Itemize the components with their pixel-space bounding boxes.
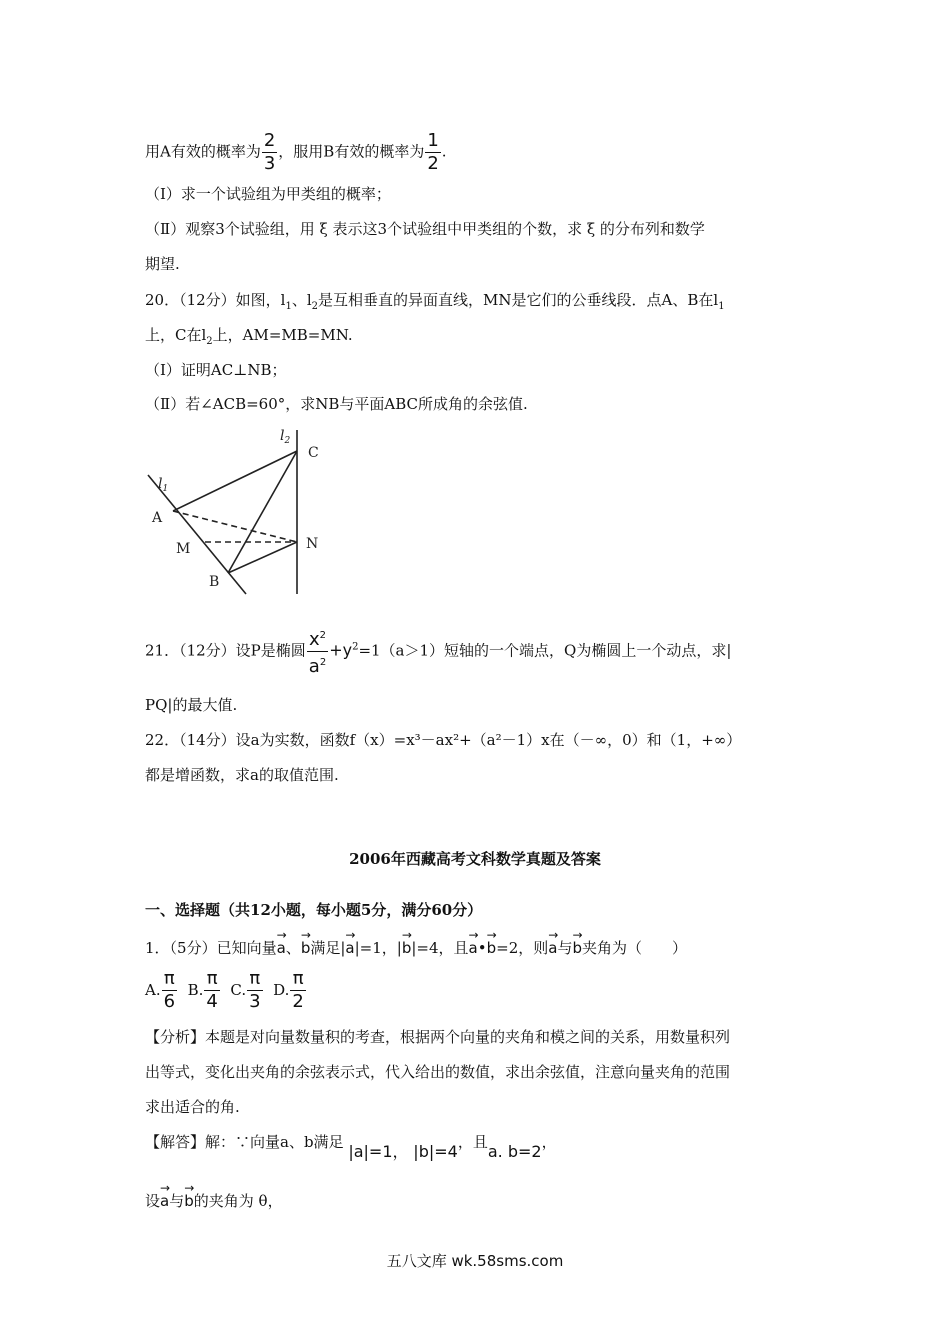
label-C: C <box>308 445 319 461</box>
text: 用A有效的概率为 <box>145 142 261 161</box>
options-row <box>145 968 307 1013</box>
segment-BC <box>228 451 297 573</box>
text: 的夹角为 θ， <box>193 1192 283 1210</box>
q19-part2-line2: 期望. <box>145 255 180 273</box>
segment-AN <box>173 511 297 542</box>
q20-line2 <box>145 325 353 352</box>
q21-line1 <box>145 625 731 678</box>
exponent: 2 <box>352 641 359 653</box>
label-l2: $l_2$ <box>280 428 291 446</box>
text: 、l <box>291 291 312 309</box>
denominator: $a^2$ <box>308 656 327 677</box>
text: 21．（12分）设P是椭圆 <box>145 641 306 660</box>
analysis-line1: 【分析】本题是对向量数量积的考查，根据两个向量的夹角和模之间的关系，用数量积列 <box>145 1028 731 1046</box>
subscript: 1 <box>718 301 725 312</box>
q21-line2: PQ|的最大值. <box>145 696 238 714</box>
fraction <box>307 625 328 678</box>
text: 上，AM=MB=MN. <box>212 326 353 344</box>
denominator: 2 <box>427 153 439 174</box>
text: ，且 <box>457 1133 488 1151</box>
q20-part1: （Ⅰ）证明AC⊥NB； <box>145 361 287 379</box>
vector-b: → b <box>487 932 497 958</box>
vector-b: → b <box>184 1185 194 1211</box>
text: |=1，| <box>354 939 402 957</box>
text: 设 <box>145 1192 161 1210</box>
q22-line1: 22．（14分）设a为实数，函数f（x）=x³－ax²+（a²－1）x在（－∞，0）和（1，+∞） <box>145 731 742 749</box>
q22-line2: 都是增函数，求a的取值范围. <box>145 766 339 784</box>
fraction <box>262 130 277 175</box>
part-heading: 一、选择题（共12小题，每小题5分，满分60分） <box>145 901 483 919</box>
solution-line1 <box>145 1132 557 1161</box>
numerator: 2 <box>263 130 276 151</box>
subscript: 1 <box>285 301 292 312</box>
fraction <box>425 130 440 175</box>
text: =2，则 <box>496 939 549 957</box>
text: ， <box>541 1133 557 1151</box>
text: 满足| <box>310 939 346 957</box>
text: 【解答】解：∵向量a、b满足 <box>145 1133 344 1151</box>
text: 与 <box>557 939 573 957</box>
vector-b: → b <box>572 932 582 958</box>
text: 、 <box>285 939 301 957</box>
math-norm-a: |a|=1， <box>348 1142 409 1161</box>
text: 是互相垂直的异面直线，MN是它们的公垂线段．点A、B在l <box>318 291 719 309</box>
text: 1．（5分）已知向量 <box>145 939 277 957</box>
vector-a: → a <box>345 932 354 958</box>
vector-a: → a <box>277 932 286 958</box>
numerator: 1 <box>427 130 439 151</box>
option-a[interactable]: A. $\frac{\pi}{6}$ <box>145 968 176 1012</box>
option-d[interactable]: D. $\frac{\pi}{2}$ <box>273 968 304 1012</box>
option-b[interactable]: B. $\frac{\pi}{4}$ <box>187 968 218 1012</box>
section-title: 2006年西藏高考文科数学真题及答案 <box>349 850 601 868</box>
segment-AC <box>173 451 297 511</box>
numerator: $x^2$ <box>307 625 328 652</box>
denominator: 3 <box>263 153 276 174</box>
text: +y <box>329 640 353 660</box>
label-M: M <box>176 541 191 557</box>
option-c[interactable]: C. $\frac{\pi}{3}$ <box>230 968 261 1012</box>
q20-part2: （Ⅱ）若∠ACB=60°，求NB与平面ABC所成角的余弦值. <box>145 395 528 413</box>
text: 20．（12分）如图，l <box>145 291 286 309</box>
q19-tail-line <box>145 130 447 175</box>
math-dot-product: a. b=2 <box>487 1142 542 1161</box>
vector-a: → a <box>160 1185 169 1211</box>
label-l1: $l_1$ <box>158 476 169 494</box>
text: 夹角为（ ） <box>582 939 688 957</box>
text: =1（a＞1）短轴的一个端点，Q为椭圆上一个动点，求| <box>358 641 732 660</box>
q1-line <box>145 932 687 958</box>
label-A: A <box>152 510 163 526</box>
q19-part2-line1: （Ⅱ）观察3个试验组，用 ξ 表示这3个试验组中甲类组的个数，求 ξ 的分布列和数学 <box>145 220 705 238</box>
subscript: 2 <box>311 301 319 312</box>
segment-BN <box>228 542 297 573</box>
label-B: B <box>209 574 220 590</box>
solution-line2 <box>145 1185 283 1211</box>
geometry-figure <box>130 420 350 605</box>
analysis-line3: 求出适合的角. <box>145 1098 240 1116</box>
vector-b: → b <box>402 932 412 958</box>
text: ，服用B有效的概率为 <box>278 142 425 161</box>
vector-b: → b <box>301 932 311 958</box>
subscript: 2 <box>206 336 213 347</box>
text: |=4，且 <box>411 939 469 957</box>
footer-watermark: 五八文库 wk.58sms.com <box>386 1252 564 1270</box>
text: • <box>477 939 487 957</box>
text: . <box>441 142 447 161</box>
q19-part1: （Ⅰ）求一个试验组为甲类组的概率； <box>145 185 391 203</box>
text: 上，C在l <box>145 326 207 344</box>
vector-a: → a <box>548 932 557 958</box>
analysis-line2: 出等式，变化出夹角的余弦表示式，代入给出的数值，求出余弦值，注意向量夹角的范围 <box>145 1063 731 1081</box>
math-norm-b: |b|=4 <box>413 1142 458 1161</box>
text: 与 <box>169 1192 185 1210</box>
label-N: N <box>306 536 319 552</box>
q20-line1 <box>145 290 725 317</box>
vector-a: → a <box>469 932 478 958</box>
